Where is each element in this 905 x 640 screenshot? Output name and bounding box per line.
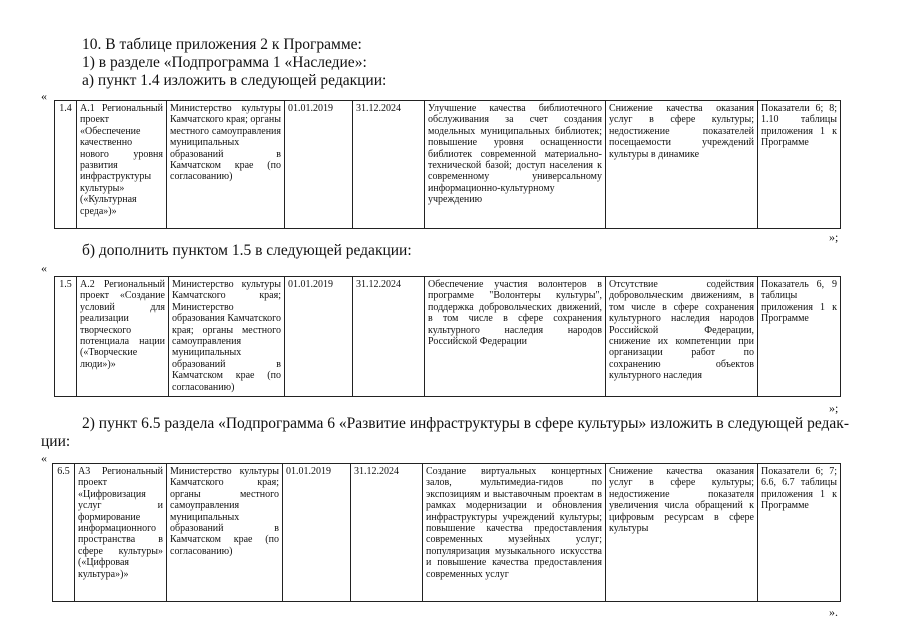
executor-cell: Министерство культуры Камчатского края; органы местного самоуправления муниципальных образований в Камчатском крае (по согласованию) <box>167 464 283 602</box>
subsection-a-heading: а) пункт 1.4 изложить в следующей редакции: <box>82 72 387 89</box>
start-date-cell: 01.01.2019 <box>285 101 353 229</box>
start-date-cell: 01.01.2019 <box>285 277 353 397</box>
close-quote: »; <box>829 401 839 415</box>
start-date-cell: 01.01.2019 <box>283 464 351 602</box>
open-quote: « <box>41 451 47 465</box>
subsection-b-heading: б) дополнить пунктом 1.5 в следующей редакции: <box>82 242 412 259</box>
expected-result-cell: Обеспечение участия волонтеров в программе "Волонтеры культуры", поддержка добровольческих движений, в том числе в сфере сохранения культурного наследия народов Российской Федерации <box>425 277 606 397</box>
table-row-6-5 <box>52 463 841 602</box>
section-2-heading-cont: ции: <box>41 433 71 450</box>
expected-result-cell: Улучшение качества библиотечного обслуживания за счет создания модельных муниципальных библиотек; повышение уровня оснащенности библиотек современной материально-технической базой; доступ населения к современному универсальному информационно-культурному учреждению <box>425 101 606 229</box>
table-row-1-4 <box>54 100 841 229</box>
project-name-cell: А.1 Региональный проект «Обеспечение качественно нового уровня развития инфраструктуры культуры» («Культурная среда»)» <box>77 101 167 229</box>
end-date-cell: 31.12.2024 <box>353 101 425 229</box>
close-quote: »; <box>829 230 839 244</box>
expected-result-cell: Создание виртуальных концертных залов, мультимедиа-гидов по экспозициям и выставочным проектам в рамках модернизации и обновления инфраструктуры учреждений культуры; повышение качества предоставления современных музейных услуг; популяризация музыкального искусства и повышение качества предоставления современных услуг <box>423 464 606 602</box>
project-name-cell: А3 Региональный проект «Цифровизация услуг и формирование информационного пространства в сфере культуры» («Цифровая культура»)» <box>75 464 167 602</box>
consequence-cell: Снижение качества оказания услуг в сфере культуры; недостижение показателя увеличения числа обращений к цифровым ресурсам в сфере культуры <box>606 464 758 602</box>
open-quote: « <box>41 89 47 103</box>
item-10-heading: 10. В таблице приложения 2 к Программе: <box>82 36 362 53</box>
row-number: 1.4 <box>55 101 77 229</box>
indicators-cell: Показатели 6; 7; 6.6, 6.7 таблицы приложения 1 к Программе <box>758 464 841 602</box>
indicators-cell: Показатели 6; 8; 1.10 таблицы приложения 1 к Программе <box>758 101 841 229</box>
row-number: 1.5 <box>55 277 77 397</box>
subsection-1-heading: 1) в разделе «Подпрограмма 1 «Наследие»: <box>82 54 367 71</box>
section-2-heading: 2) пункт 6.5 раздела «Подпрограмма 6 «Развитие инфраструктуры в сфере культуры» изложить в следующей редак- <box>82 415 849 432</box>
open-quote: « <box>41 261 47 275</box>
consequence-cell: Отсутствие содействия добровольческим движениям, в том числе в сфере сохранения культурного наследия народов Российской Федерации, снижение их компетенции при организации работ по сохранению объектов культурного наследия <box>606 277 758 397</box>
end-date-cell: 31.12.2024 <box>353 277 425 397</box>
consequence-cell: Снижение качества оказания услуг в сфере культуры; недостижение показателей посещаемости учреждений культуры в динамике <box>606 101 758 229</box>
row-number: 6.5 <box>53 464 75 602</box>
end-date-cell: 31.12.2024 <box>351 464 423 602</box>
indicators-cell: Показатель 6, 9 таблицы приложения 1 к Программе <box>758 277 841 397</box>
project-name-cell: А.2 Региональный проект «Создание условий для реализации творческого потенциала нации («Творческие люди»)» <box>77 277 169 397</box>
table-row-1-5 <box>54 276 841 397</box>
executor-cell: Министерство культуры Камчатского края; Министерство образования Камчатского края; органы местного самоуправления муниципальных образований в Камчатском крае (по согласованию) <box>169 277 285 397</box>
close-quote-final: ». <box>829 605 838 619</box>
executor-cell: Министерство культуры Камчатского края; органы местного самоуправления муниципальных образований в Камчатском крае (по согласованию) <box>167 101 285 229</box>
